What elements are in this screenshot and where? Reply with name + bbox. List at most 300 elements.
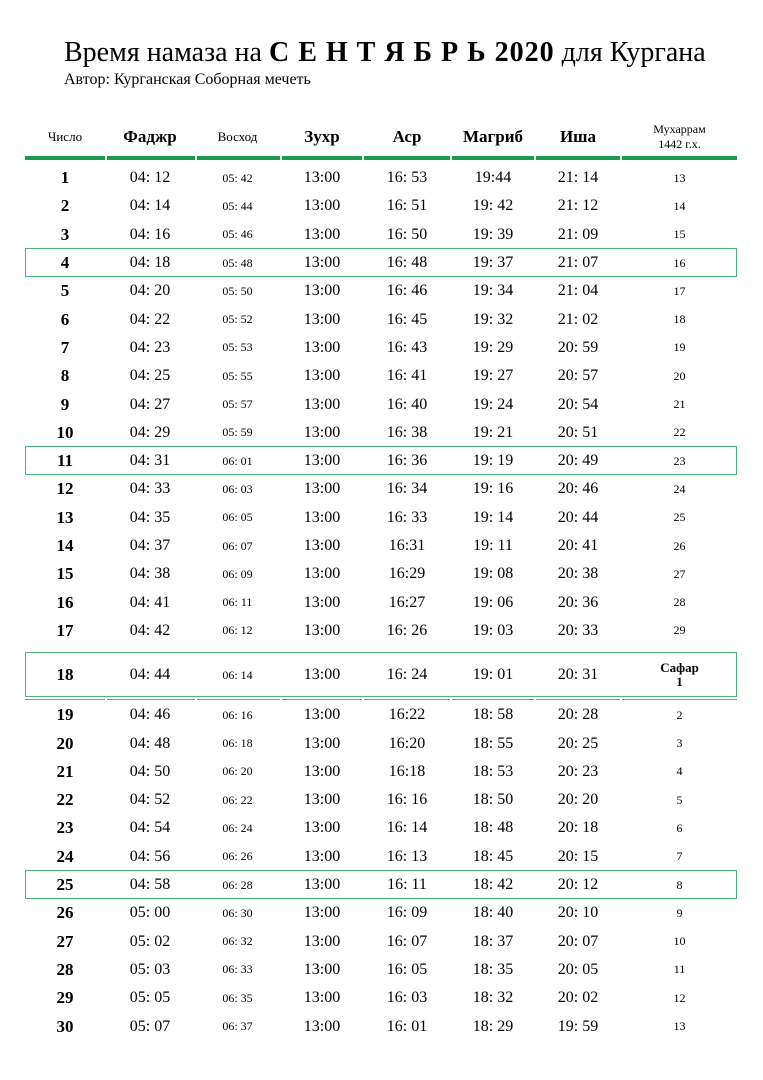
cell-isha: 20: 07: [557, 932, 599, 950]
cell-sunrise: 05: 53: [222, 340, 253, 355]
cell-fajr: 04: 16: [129, 225, 171, 243]
cell-maghrib: 19: 42: [472, 197, 514, 215]
cell-dhuhr: 13:00: [303, 480, 341, 498]
cell-asr: 16: 26: [386, 621, 428, 639]
cell-maghrib: 19: 01: [472, 666, 514, 684]
cell-day: 15: [56, 564, 74, 584]
highlight-box: [25, 652, 737, 697]
cell-day: 19: [56, 705, 74, 725]
cell-asr: 16: 01: [386, 1017, 428, 1035]
cell-day: 24: [56, 846, 74, 866]
cell-dhuhr: 13:00: [303, 225, 341, 243]
cell-fajr: 05: 00: [129, 904, 171, 922]
cell-isha: 20: 15: [557, 847, 599, 865]
cell-isha: 20: 23: [557, 762, 599, 780]
highlight-box: [25, 248, 737, 277]
table-row: [0, 843, 763, 871]
highlight-box: [25, 446, 737, 475]
cell-sunrise: 06: 33: [222, 962, 253, 977]
cell-maghrib: 18: 55: [472, 734, 514, 752]
cell-maghrib: 19: 08: [472, 565, 514, 583]
cell-maghrib: 19: 19: [472, 452, 514, 470]
column-header-maghrib: Магриб: [462, 127, 523, 146]
cell-day: 16: [56, 592, 74, 612]
cell-isha: 20: 20: [557, 791, 599, 809]
column-header-fajr: Фаджр: [123, 127, 177, 146]
cell-asr: 16: 53: [386, 169, 428, 187]
table-row: [0, 1012, 763, 1040]
cell-fajr: 04: 42: [129, 621, 171, 639]
cell-isha: 20: 02: [557, 989, 599, 1007]
cell-hijri: 17: [673, 283, 686, 298]
cell-hijri: 28: [673, 595, 686, 610]
cell-dhuhr: 13:00: [303, 565, 341, 583]
table-row: [0, 504, 763, 532]
cell-dhuhr: 13:00: [303, 904, 341, 922]
row-rule: [107, 699, 195, 700]
cell-sunrise: 06: 07: [222, 538, 253, 553]
cell-dhuhr: 13:00: [303, 791, 341, 809]
cell-isha: 20: 51: [557, 423, 599, 441]
cell-maghrib: 19:44: [474, 169, 512, 187]
cell-day: 29: [56, 988, 74, 1008]
cell-isha: 20: 05: [557, 960, 599, 978]
cell-asr: 16: 43: [386, 338, 428, 356]
cell-hijri: 6: [676, 820, 683, 835]
cell-maghrib: 18: 58: [472, 706, 514, 724]
cell-day: 20: [56, 733, 74, 753]
cell-dhuhr: 13:00: [303, 989, 341, 1007]
cell-isha: 20: 59: [557, 338, 599, 356]
cell-asr: 16: 34: [386, 480, 428, 498]
title-prefix: Время намаза на: [64, 37, 262, 68]
cell-maghrib: 19: 32: [472, 310, 514, 328]
cell-fajr: 05: 07: [129, 1017, 171, 1035]
cell-dhuhr: 13:00: [303, 593, 341, 611]
table-row: [0, 277, 763, 305]
cell-dhuhr: 13:00: [303, 847, 341, 865]
cell-sunrise: 05: 44: [222, 198, 253, 213]
highlight-box: [25, 870, 737, 899]
table-row: [0, 560, 763, 588]
table-row: [0, 814, 763, 842]
cell-sunrise: 05: 59: [222, 425, 253, 440]
cell-maghrib: 19: 24: [472, 395, 514, 413]
cell-maghrib: 18: 37: [472, 932, 514, 950]
cell-asr: 16:22: [388, 706, 426, 724]
cell-maghrib: 18: 42: [472, 876, 514, 894]
cell-day: 18: [56, 665, 74, 685]
cell-sunrise: 06: 35: [222, 990, 253, 1005]
cell-day: 11: [56, 451, 74, 471]
table-row: [0, 589, 763, 617]
cell-sunrise: 05: 55: [222, 368, 253, 383]
cell-asr: 16: 45: [386, 310, 428, 328]
cell-sunrise: 05: 46: [222, 227, 253, 242]
cell-sunrise: 06: 16: [222, 707, 253, 722]
cell-day: 3: [60, 224, 70, 244]
header-rule: [622, 156, 737, 160]
table-row: [0, 362, 763, 390]
cell-isha: 20: 18: [557, 819, 599, 837]
cell-day: 2: [60, 196, 70, 216]
column-header-dhuhr: Зухр: [304, 127, 340, 146]
cell-maghrib: 18: 35: [472, 960, 514, 978]
cell-sunrise: 06: 37: [222, 1019, 253, 1034]
column-header-isha: Иша: [559, 127, 597, 146]
row-rule: [622, 699, 737, 700]
cell-isha: 20: 41: [557, 537, 599, 555]
cell-maghrib: 19: 06: [472, 593, 514, 611]
cell-asr: 16:31: [388, 537, 426, 555]
cell-dhuhr: 13:00: [303, 197, 341, 215]
hijri-new-month: Сафар: [660, 660, 699, 676]
header-rule: [452, 156, 534, 160]
cell-sunrise: 05: 52: [222, 312, 253, 327]
cell-day: 28: [56, 959, 74, 979]
cell-dhuhr: 13:00: [303, 666, 341, 684]
cell-hijri: 23: [673, 453, 686, 468]
table-row: [0, 390, 763, 418]
cell-hijri: 7: [676, 849, 683, 864]
cell-fajr: 05: 02: [129, 932, 171, 950]
cell-asr: 16: 05: [386, 960, 428, 978]
cell-maghrib: 19: 39: [472, 225, 514, 243]
cell-isha: 21: 02: [557, 310, 599, 328]
column-header-hijri: [622, 115, 737, 159]
cell-hijri: 11: [673, 962, 686, 977]
cell-dhuhr: 13:00: [303, 734, 341, 752]
cell-asr: 16:27: [388, 593, 426, 611]
cell-sunrise: 06: 20: [222, 764, 253, 779]
cell-dhuhr: 13:00: [303, 706, 341, 724]
cell-sunrise: 06: 11: [222, 595, 253, 610]
cell-isha: 21: 12: [557, 197, 599, 215]
cell-fajr: 04: 25: [129, 367, 171, 385]
cell-isha: 20: 38: [557, 565, 599, 583]
cell-fajr: 05: 05: [129, 989, 171, 1007]
cell-hijri: 14: [673, 198, 686, 213]
row-rule: [536, 699, 620, 700]
hijri-month-label: Мухаррам: [653, 122, 706, 136]
row-rule: [364, 699, 450, 700]
cell-hijri: 19: [673, 340, 686, 355]
cell-hijri: 3: [676, 736, 683, 751]
cell-dhuhr: 13:00: [303, 367, 341, 385]
cell-dhuhr: 13:00: [303, 508, 341, 526]
cell-fajr: 04: 18: [129, 254, 171, 272]
cell-maghrib: 18: 50: [472, 791, 514, 809]
cell-asr: 16:20: [388, 734, 426, 752]
cell-dhuhr: 13:00: [303, 1017, 341, 1035]
cell-asr: 16: 36: [386, 452, 428, 470]
cell-day: 9: [60, 394, 70, 414]
cell-fajr: 04: 29: [129, 423, 171, 441]
cell-fajr: 04: 50: [129, 762, 171, 780]
header-rule: [282, 156, 362, 160]
cell-isha: 21: 09: [557, 225, 599, 243]
cell-isha: 20: 33: [557, 621, 599, 639]
cell-isha: 20: 28: [557, 706, 599, 724]
cell-asr: 16: 50: [386, 225, 428, 243]
table-row: [0, 899, 763, 927]
cell-asr: 16: 51: [386, 197, 428, 215]
cell-isha: 20: 31: [557, 666, 599, 684]
cell-asr: 16: 07: [386, 932, 428, 950]
cell-dhuhr: 13:00: [303, 537, 341, 555]
cell-sunrise: 06: 12: [222, 623, 253, 638]
cell-day: 22: [56, 790, 74, 810]
cell-dhuhr: 13:00: [303, 395, 341, 413]
table-row: [0, 786, 763, 814]
cell-isha: 20: 57: [557, 367, 599, 385]
table-row: [0, 928, 763, 956]
cell-dhuhr: 13:00: [303, 762, 341, 780]
cell-sunrise: 05: 50: [222, 283, 253, 298]
cell-fajr: 04: 14: [129, 197, 171, 215]
cell-dhuhr: 13:00: [303, 254, 341, 272]
cell-dhuhr: 13:00: [303, 452, 341, 470]
cell-fajr: 04: 41: [129, 593, 171, 611]
cell-fajr: 04: 38: [129, 565, 171, 583]
cell-fajr: 05: 03: [129, 960, 171, 978]
cell-asr: 16: 38: [386, 423, 428, 441]
column-header-asr: Аср: [392, 127, 422, 146]
cell-hijri: 9: [676, 905, 683, 920]
cell-hijri: 27: [673, 566, 686, 581]
cell-dhuhr: 13:00: [303, 423, 341, 441]
table-row: [0, 221, 763, 249]
table-row: [0, 306, 763, 334]
row-rule: [282, 699, 362, 700]
cell-hijri: 15: [673, 227, 686, 242]
cell-sunrise: 05: 42: [222, 170, 253, 185]
table-row: [0, 475, 763, 503]
cell-fajr: 04: 12: [129, 169, 171, 187]
cell-hijri: 22: [673, 425, 686, 440]
header-rule: [107, 156, 195, 160]
header-rule: [536, 156, 620, 160]
cell-asr: 16: 41: [386, 367, 428, 385]
table-row: [0, 617, 763, 645]
cell-isha: 21: 14: [557, 169, 599, 187]
column-header-sunrise: Восход: [217, 129, 258, 144]
cell-dhuhr: 13:00: [303, 310, 341, 328]
cell-maghrib: 18: 45: [472, 847, 514, 865]
cell-dhuhr: 13:00: [303, 169, 341, 187]
cell-day: 5: [60, 281, 70, 301]
cell-hijri: 25: [673, 510, 686, 525]
cell-sunrise: 06: 22: [222, 792, 253, 807]
cell-dhuhr: 13:00: [303, 876, 341, 894]
table-row: [0, 701, 763, 729]
cell-isha: 20: 25: [557, 734, 599, 752]
cell-hijri: 26: [673, 538, 686, 553]
cell-fajr: 04: 48: [129, 734, 171, 752]
cell-fajr: 04: 22: [129, 310, 171, 328]
column-header-day: Число: [47, 129, 83, 144]
cell-dhuhr: 13:00: [303, 621, 341, 639]
cell-sunrise: 06: 26: [222, 849, 253, 864]
cell-maghrib: 19: 14: [472, 508, 514, 526]
cell-dhuhr: 13:00: [303, 819, 341, 837]
cell-day: 7: [60, 337, 70, 357]
cell-fajr: 04: 35: [129, 508, 171, 526]
table-row: [0, 419, 763, 447]
cell-sunrise: 05: 48: [222, 255, 253, 270]
cell-fajr: 04: 31: [129, 452, 171, 470]
cell-sunrise: 06: 14: [222, 667, 253, 682]
cell-isha: 20: 12: [557, 876, 599, 894]
cell-isha: 21: 07: [557, 254, 599, 272]
cell-asr: 16: 13: [386, 847, 428, 865]
cell-fajr: 04: 23: [129, 338, 171, 356]
table-row: [0, 164, 763, 192]
header-rule: [364, 156, 450, 160]
cell-day: 10: [56, 422, 74, 442]
table-row: [0, 192, 763, 220]
cell-hijri: 21: [673, 397, 686, 412]
cell-isha: 19: 59: [557, 1017, 599, 1035]
title-suffix: для Кургана: [561, 37, 706, 68]
cell-dhuhr: 13:00: [303, 932, 341, 950]
hijri-year-label: 1442 г.х.: [658, 137, 701, 151]
row-rule: [25, 699, 105, 700]
table-row: [0, 334, 763, 362]
cell-fajr: 04: 44: [129, 666, 171, 684]
row-rule: [452, 699, 534, 700]
header-rule: [25, 156, 105, 160]
cell-asr: 16:29: [388, 565, 426, 583]
table-row: [0, 532, 763, 560]
cell-asr: 16: 24: [386, 666, 428, 684]
cell-isha: 20: 36: [557, 593, 599, 611]
cell-isha: 20: 44: [557, 508, 599, 526]
cell-dhuhr: 13:00: [303, 282, 341, 300]
cell-maghrib: 19: 16: [472, 480, 514, 498]
cell-maghrib: 19: 34: [472, 282, 514, 300]
cell-maghrib: 19: 29: [472, 338, 514, 356]
cell-isha: 20: 46: [557, 480, 599, 498]
cell-hijri: 5: [676, 792, 683, 807]
title-month: С Е Н Т Я Б Р Ь 2020: [268, 37, 555, 68]
cell-maghrib: 19: 27: [472, 367, 514, 385]
cell-hijri: 4: [676, 764, 683, 779]
cell-asr: 16: 46: [386, 282, 428, 300]
cell-hijri: 8: [676, 877, 683, 892]
cell-day: 1: [60, 168, 70, 188]
cell-asr: 16: 14: [386, 819, 428, 837]
cell-hijri: 24: [673, 481, 686, 496]
cell-fajr: 04: 46: [129, 706, 171, 724]
page-title: [64, 36, 706, 70]
cell-day: 26: [56, 903, 74, 923]
cell-asr: 16: 40: [386, 395, 428, 413]
cell-sunrise: 06: 05: [222, 510, 253, 525]
cell-sunrise: 06: 32: [222, 934, 253, 949]
cell-hijri: 12: [673, 990, 686, 1005]
cell-hijri: 13: [673, 170, 686, 185]
cell-day: 23: [56, 818, 74, 838]
cell-hijri: 10: [673, 934, 686, 949]
cell-hijri: 2: [676, 707, 683, 722]
cell-dhuhr: 13:00: [303, 960, 341, 978]
page-subtitle: Автор: Курганская Соборная мечеть: [64, 71, 311, 88]
cell-maghrib: 19: 11: [473, 537, 513, 555]
cell-fajr: 04: 54: [129, 819, 171, 837]
cell-fajr: 04: 33: [129, 480, 171, 498]
cell-asr: 16: 09: [386, 904, 428, 922]
cell-day: 30: [56, 1016, 74, 1036]
cell-day: 14: [56, 536, 74, 556]
cell-day: 17: [56, 620, 74, 640]
cell-asr: 16: 11: [387, 876, 427, 894]
cell-day: 13: [56, 507, 74, 527]
cell-maghrib: 19: 21: [472, 423, 514, 441]
cell-fajr: 04: 58: [129, 876, 171, 894]
cell-day: 21: [56, 761, 74, 781]
cell-sunrise: 06: 24: [222, 820, 253, 835]
cell-day: 4: [60, 253, 70, 273]
table-row: [0, 729, 763, 757]
row-rule: [197, 699, 280, 700]
cell-day: 25: [56, 875, 74, 895]
cell-asr: 16:18: [388, 762, 426, 780]
cell-maghrib: 18: 32: [472, 989, 514, 1007]
cell-fajr: 04: 56: [129, 847, 171, 865]
cell-sunrise: 06: 18: [222, 736, 253, 751]
cell-asr: 16: 48: [386, 254, 428, 272]
cell-sunrise: 05: 57: [222, 397, 253, 412]
cell-day: 12: [56, 479, 74, 499]
header-rule: [197, 156, 280, 160]
cell-maghrib: 19: 37: [472, 254, 514, 272]
cell-isha: 20: 10: [557, 904, 599, 922]
cell-maghrib: 18: 53: [472, 762, 514, 780]
cell-fajr: 04: 27: [129, 395, 171, 413]
table-row: [0, 758, 763, 786]
cell-asr: 16: 03: [386, 989, 428, 1007]
cell-fajr: 04: 52: [129, 791, 171, 809]
cell-day: 8: [60, 366, 70, 386]
cell-day: 27: [56, 931, 74, 951]
cell-maghrib: 18: 40: [472, 904, 514, 922]
cell-sunrise: 06: 01: [222, 453, 253, 468]
cell-maghrib: 19: 03: [472, 621, 514, 639]
cell-sunrise: 06: 03: [222, 481, 253, 496]
cell-sunrise: 06: 30: [222, 905, 253, 920]
cell-sunrise: 06: 09: [222, 566, 253, 581]
table-row: [0, 984, 763, 1012]
cell-fajr: 04: 37: [129, 537, 171, 555]
cell-isha: 20: 54: [557, 395, 599, 413]
cell-hijri: 18: [673, 312, 686, 327]
cell-hijri: 20: [673, 368, 686, 383]
cell-sunrise: 06: 28: [222, 877, 253, 892]
cell-asr: 16: 16: [386, 791, 428, 809]
cell-hijri: 13: [673, 1019, 686, 1034]
cell-hijri: 16: [673, 255, 686, 270]
cell-hijri: 29: [673, 623, 686, 638]
cell-isha: 20: 49: [557, 452, 599, 470]
cell-day: 6: [60, 309, 70, 329]
table-row: [0, 956, 763, 984]
cell-maghrib: 18: 29: [472, 1017, 514, 1035]
cell-maghrib: 18: 48: [472, 819, 514, 837]
cell-dhuhr: 13:00: [303, 338, 341, 356]
hijri-day: 1: [676, 674, 683, 690]
cell-isha: 21: 04: [557, 282, 599, 300]
